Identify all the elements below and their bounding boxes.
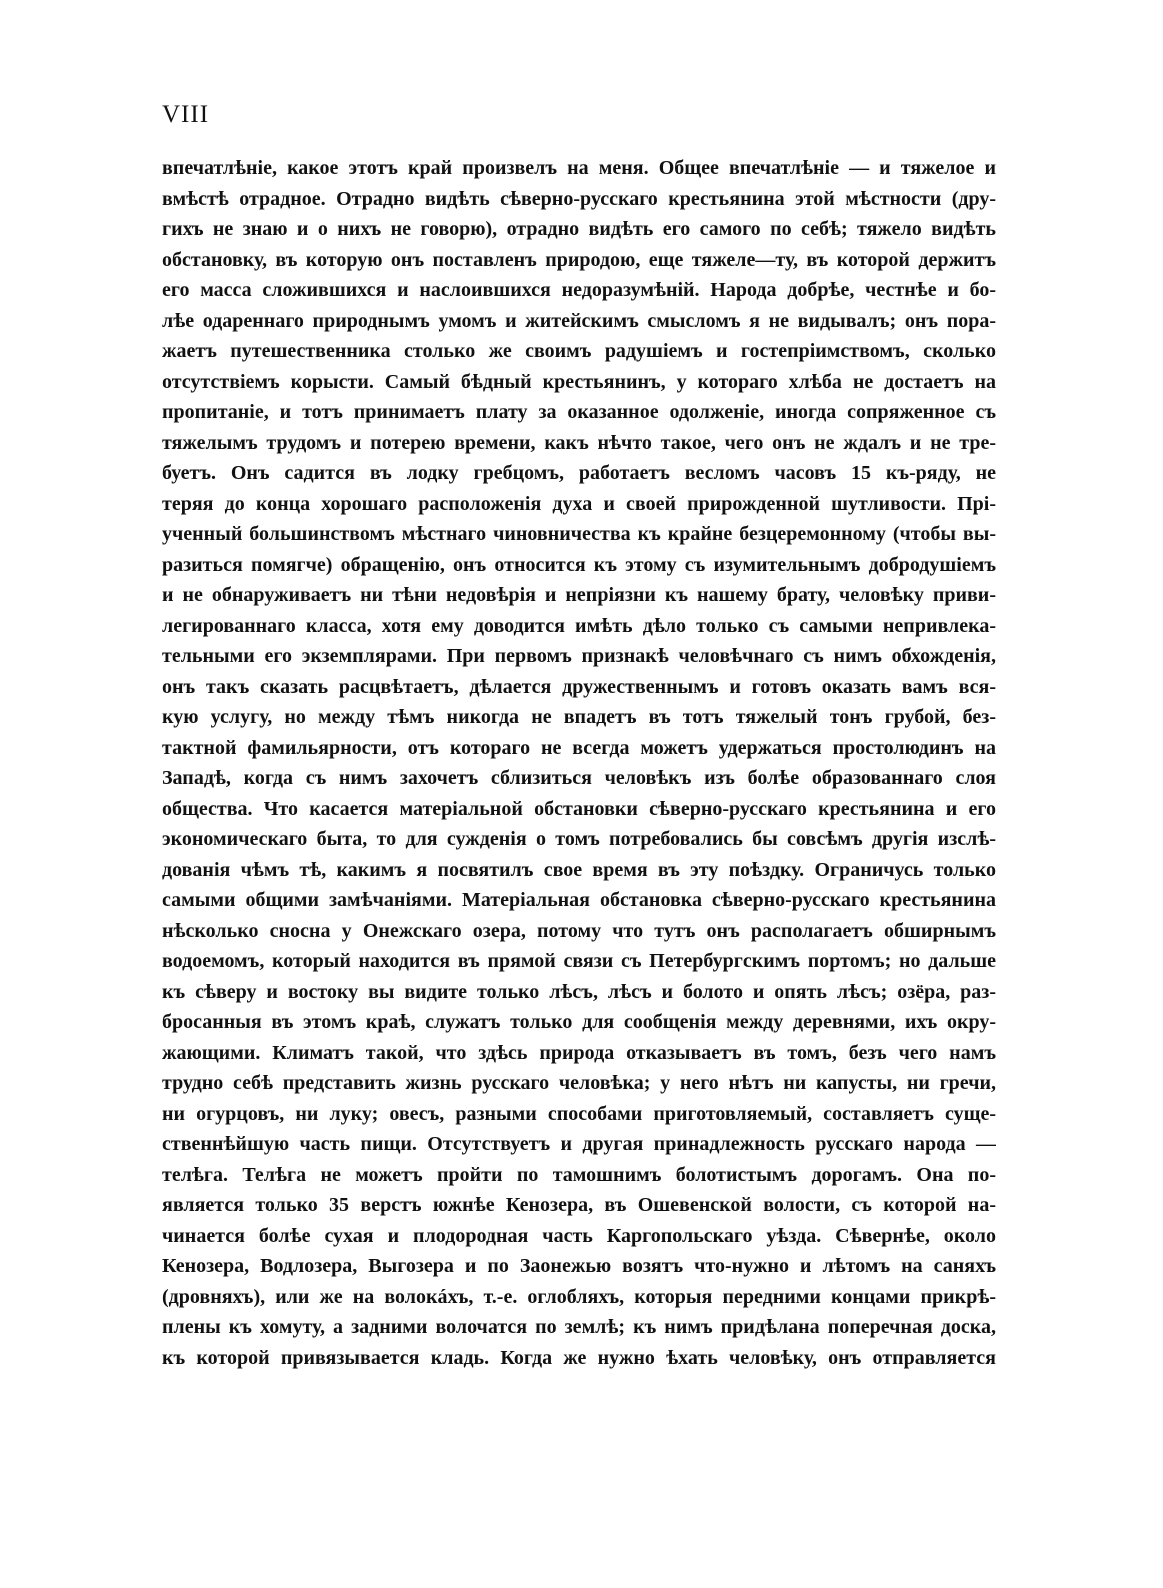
text-line: самыми общими замѣчаніями. Матеріальная обстановка сѣверно-русскаго крестьянина	[162, 889, 996, 911]
text-line: нѣсколько сносна у Онежскаго озера, потому что тутъ онъ располагаетъ обширнымъ	[162, 919, 996, 942]
text-line: его масса сложившихся и наслоившихся недоразумѣній. Народа добрѣе, честнѣе и бо-	[162, 279, 996, 301]
text-line: впечатлѣніе, какое этотъ край произвелъ на меня. Общее впечатлѣніе — и тяжелое и	[162, 157, 996, 179]
text-line: тельными его экземплярами. При первомъ признакѣ человѣчнаго съ нимъ обхожденія,	[162, 645, 996, 667]
text-line: къ которой привязывается кладь. Когда же нужно ѣхать человѣку, онъ отправляется	[162, 1346, 996, 1369]
text-line: жаетъ путешественника столько же своимъ радушіемъ и гостепріимствомъ, сколько	[162, 340, 996, 362]
text-line: онъ такъ сказать расцвѣтаетъ, дѣлается дружественнымъ и готовъ оказать вамъ вся-	[162, 675, 996, 698]
text-line: лѣе одареннаго природнымъ умомъ и житейскимъ смысломъ я не видывалъ; онъ пора-	[162, 309, 996, 332]
text-line: буетъ. Онъ садится въ лодку гребцомъ, работаетъ весломъ часовъ 15 къ-ряду, не	[162, 462, 996, 484]
text-line: ственнѣйшую часть пищи. Отсутствуетъ и другая принадлежность русскаго народа —	[162, 1133, 996, 1155]
text-line: къ сѣверу и востоку вы видите только лѣсъ, лѣсъ и болото и опять лѣсъ; озёра, раз-	[162, 980, 996, 1003]
text-line: бросанныя въ этомъ краѣ, служатъ только для сообщенія между деревнями, ихъ окру-	[162, 1011, 996, 1033]
text-line: пропитаніе, и тотъ принимаетъ плату за оказанное одолженіе, иногда сопряженное съ	[162, 401, 996, 423]
text-line: является только 35 верстъ южнѣе Кенозера, въ Ошевенской волости, съ которой на-	[162, 1194, 996, 1216]
text-line: плены къ хомуту, а задними волочатся по землѣ; къ нимъ придѣлана поперечная доска,	[162, 1316, 996, 1338]
text-line: разиться помягче) обращенію, онъ относится къ этому съ изумительнымъ добродушіемъ	[162, 553, 996, 576]
text-line: чинается болѣе сухая и плодородная часть Каргопольскаго уѣзда. Сѣвернѣе, около	[162, 1224, 996, 1247]
text-line: кую услугу, но между тѣмъ никогда не впадетъ въ тотъ тяжелый тонъ грубой, без-	[162, 706, 996, 728]
text-line: тактной фамильярности, отъ котораго не всегда можетъ удержаться простолюдинъ на	[162, 736, 996, 759]
text-line: ученный большинствомъ мѣстнаго чиновничества къ крайне безцеремонному (чтобы вы-	[162, 523, 996, 545]
text-line: экономическаго быта, то для сужденія о томъ потребовались бы совсѣмъ другія изслѣ-	[162, 828, 996, 850]
text-line: гихъ не знаю и о нихъ не говорю), отрадно видѣть его самого по себѣ; тяжело видѣть	[162, 218, 996, 240]
text-line: обстановку, въ которую онъ поставленъ природою, еще тяжеле—ту, въ которой держитъ	[162, 248, 996, 271]
text-line: отсутствіемъ корысти. Самый бѣдный крестьянинъ, у котораго хлѣба не достаетъ на	[162, 370, 996, 393]
text-line: легированнаго класса, хотя ему доводится имѣть дѣло только съ самыми непривлека-	[162, 614, 996, 637]
text-line: (дровняхъ), или же на волокáхъ, т.-е. оглобляхъ, которыя передними концами прикрѣ-	[162, 1285, 996, 1308]
text-line: водоемомъ, который находится въ прямой связи съ Петербургскимъ портомъ; но дальше	[162, 950, 996, 972]
text-line: вмѣстѣ отрадное. Отрадно видѣть сѣверно-русскаго крестьянина этой мѣстности (дру-	[162, 187, 996, 210]
text-line: общества. Что касается матеріальной обстановки сѣверно-русскаго крестьянина и его	[162, 797, 996, 820]
text-line: тяжелымъ трудомъ и потерею времени, какъ нѣчто такое, чего онъ не ждалъ и не тре-	[162, 431, 996, 454]
text-line: и не обнаруживаетъ ни тѣни недовѣрія и непріязни къ нашему брату, человѣку приви-	[162, 584, 996, 606]
text-line: ни огурцовъ, ни луку; овесъ, разными способами приготовляемый, составляетъ суще-	[162, 1102, 996, 1125]
text-line: трудно себѣ представить жизнь русскаго человѣка; у него нѣтъ ни капусты, ни гречи,	[162, 1072, 996, 1094]
text-line: теряя до конца хорошаго расположенія духа и своей прирожденной шутливости. Прі-	[162, 492, 996, 515]
text-line: Кенозера, Водлозера, Выгозера и по Заонежью возятъ что-нужно и лѣтомъ на саняхъ	[162, 1255, 996, 1277]
text-line: жающими. Климатъ такой, что здѣсь природа отказываетъ въ томъ, безъ чего намъ	[162, 1041, 996, 1064]
text-line: Западѣ, когда съ нимъ захочетъ сблизиться человѣкъ изъ болѣе образованнаго слоя	[162, 767, 996, 789]
page-number: VIII	[162, 101, 210, 128]
text-line: телѣга. Телѣга не можетъ пройти по тамошнимъ болотистымъ дорогамъ. Она по-	[162, 1163, 996, 1186]
text-line: дованія чѣмъ тѣ, какимъ я посвятилъ свое время въ эту поѣздку. Ограничусь только	[162, 858, 996, 881]
